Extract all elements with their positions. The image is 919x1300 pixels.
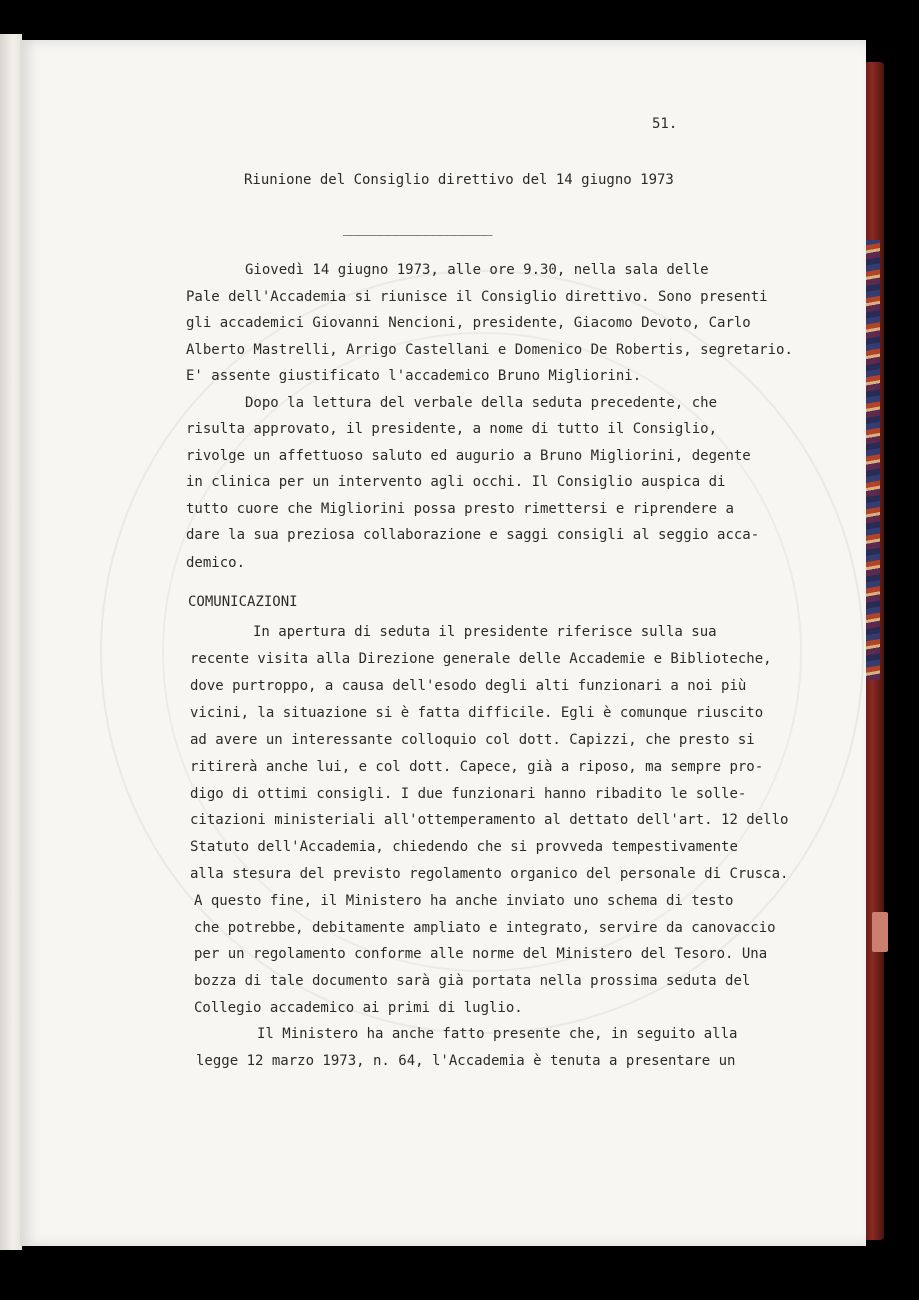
left-page-edge bbox=[0, 34, 22, 1250]
text-line: in clinica per un intervento agli occhi. Il Consiglio auspica di bbox=[186, 474, 726, 490]
text-line: bozza di tale documento sarà già portata nella prossima seduta del bbox=[194, 973, 751, 989]
text-line: demico. bbox=[186, 555, 246, 571]
text-line: legge 12 marzo 1973, n. 64, l'Accademia è tenuta a presentare un bbox=[196, 1053, 736, 1069]
text-line: Dopo la lettura del verbale della seduta precedente, che bbox=[245, 395, 718, 411]
text-line: vicini, la situazione si è fatta difficile. Egli è comunque riuscito bbox=[190, 705, 764, 721]
text-line: rivolge un affettuoso saluto ed augurio a Bruno Migliorini, degente bbox=[186, 448, 751, 464]
text-line: dove purtroppo, a causa dell'esodo degli alti funzionari a noi più bbox=[190, 678, 747, 694]
text-line: per un regolamento conforme alle norme del Ministero del Tesoro. Una bbox=[194, 946, 768, 962]
text-line: In apertura di seduta il presidente riferisce sulla sua bbox=[253, 624, 717, 640]
text-line: E' assente giustificato l'accademico Bruno Migliorini. bbox=[186, 368, 642, 384]
page-number: 51. bbox=[652, 116, 678, 132]
title-underline-rule: ____________________ bbox=[343, 220, 492, 236]
text-line: che potrebbe, debitamente ampliato e integrato, servire da canovaccio bbox=[194, 920, 776, 936]
section-heading-comunicazioni: COMUNICAZIONI bbox=[188, 594, 298, 610]
text-line: dare la sua preziosa collaborazione e saggi consigli al seggio acca- bbox=[186, 527, 760, 543]
text-line: citazioni ministeriali all'ottemperamento al dettato dell'art. 12 dello bbox=[190, 812, 789, 828]
text-line: ritirerà anche lui, e col dott. Capece, già a riposo, ma sempre pro- bbox=[190, 759, 764, 775]
text-line: Pale dell'Accademia si riunisce il Consiglio direttivo. Sono presenti bbox=[186, 289, 768, 305]
text-line: gli accademici Giovanni Nencioni, presidente, Giacomo Devoto, Carlo bbox=[186, 315, 751, 331]
text-line: tutto cuore che Migliorini possa presto rimettersi e riprendere a bbox=[186, 501, 734, 517]
text-line: risulta approvato, il presidente, a nome di tutto il Consiglio, bbox=[186, 421, 718, 437]
page-tab-marker bbox=[872, 912, 888, 952]
page-title: Riunione del Consiglio direttivo del 14 giugno 1973 bbox=[244, 172, 674, 188]
text-line: ad avere un interessante colloquio col dott. Capizzi, che presto si bbox=[190, 732, 755, 748]
text-line: digo di ottimi consigli. I due funzionari hanno ribadito le solle- bbox=[190, 786, 747, 802]
text-line: Statuto dell'Accademia, chiedendo che si provveda tempestivamente bbox=[190, 839, 738, 855]
text-line: recente visita alla Direzione generale delle Accademie e Biblioteche, bbox=[190, 651, 772, 667]
text-line: A questo fine, il Ministero ha anche inviato uno schema di testo bbox=[194, 893, 734, 909]
text-line: Il Ministero ha anche fatto presente che, in seguito alla bbox=[257, 1026, 738, 1042]
text-line: Alberto Mastrelli, Arrigo Castellani e Domenico De Robertis, segretario. bbox=[186, 342, 793, 358]
text-line: alla stesura del previsto regolamento organico del personale di Crusca. bbox=[190, 866, 789, 882]
text-line: Giovedì 14 giugno 1973, alle ore 9.30, nella sala delle bbox=[245, 262, 709, 278]
text-line: Collegio accademico ai primi di luglio. bbox=[194, 1000, 523, 1016]
